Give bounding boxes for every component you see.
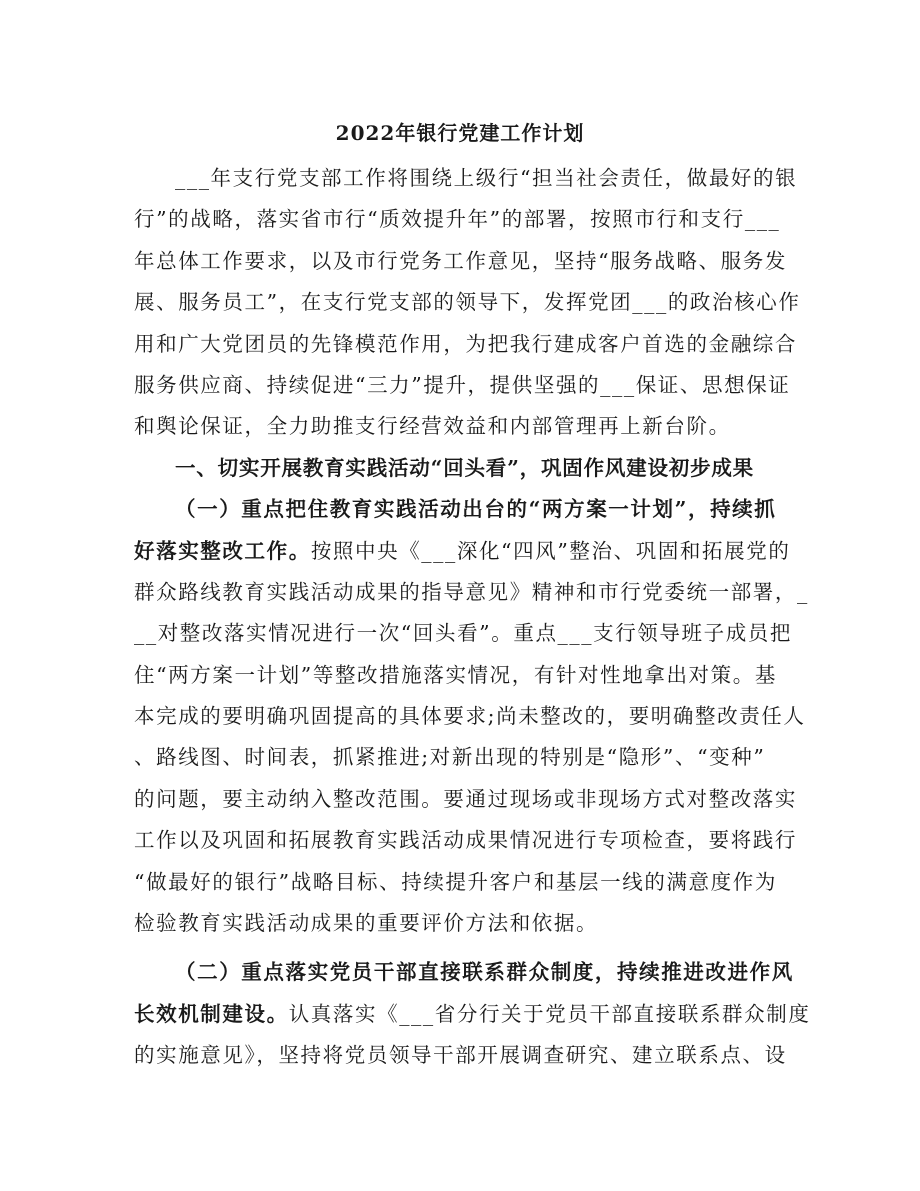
document-title: 2022年银行党建工作计划 xyxy=(335,121,585,145)
body-line: 、路线图、时间表，抓紧推进;对新出现的特别是“隐形”、“变种” xyxy=(134,745,766,770)
subsection-text: 按照中央《___深化“四风”整治、巩固和拓展党的 xyxy=(310,538,791,563)
body-line: 住“两方案一计划”等整改措施落实情况，有针对性地拿出对策。基 xyxy=(134,662,777,687)
section-heading: 一、切实开展教育实践活动“回头看”，巩固作风建设初步成果 xyxy=(175,455,754,480)
body-line: 本完成的要明确巩固提高的具体要求;尚未整改的，要明确整改责任人 xyxy=(134,704,806,729)
body-line: 群众路线教育实践活动成果的指导意见》精神和市行党委统一部署，_ xyxy=(134,579,809,604)
subsection-heading: （二）重点落实党员干部直接联系群众制度，持续推进改进作风 xyxy=(175,960,794,985)
body-line: 工作以及巩固和拓展教育实践活动成果情况进行专项检查，要将践行 xyxy=(134,828,797,853)
subsection-line xyxy=(134,994,811,1035)
intro-line: 和舆论保证，全力助推支行经营效益和内部管理再上新台阶。 xyxy=(134,414,731,439)
subsection-heading-cont: 长效机制建设。 xyxy=(134,1001,289,1026)
body-line: 检验教育实践活动成果的重要评价方法和依据。 xyxy=(134,911,599,936)
intro-line: 用和广大党团员的先锋模范作用，为把我行建成客户首选的金融综合 xyxy=(134,331,797,356)
intro-line: 行”的战略，落实省市行“质效提升年”的部署，按照市行和支行___ xyxy=(134,207,781,232)
body-line: 的实施意见》，坚持将党员领导干部开展调查研究、建立联系点、设 xyxy=(134,1043,787,1068)
subsection-text: 认真落实《___省分行关于党员干部直接联系群众制度 xyxy=(288,1001,811,1026)
subsection-line xyxy=(134,531,791,572)
body-line: __对整改落实情况进行一次“回头看”。重点___支行领导班子成员把 xyxy=(134,621,793,646)
intro-line: 服务供应商、持续促进“三力”提升，提供坚强的___保证、思想保证 xyxy=(134,372,791,397)
subsection-heading: （一）重点把住教育实践活动出台的“两方案一计划”，持续抓 xyxy=(175,497,777,522)
paragraph-gap xyxy=(134,944,786,952)
body-line: 的问题，要主动纳入整改范围。要通过现场或非现场方式对整改落实 xyxy=(134,786,797,811)
document-body xyxy=(134,158,811,1077)
intro-line: 年总体工作要求，以及市行党务工作意见，坚持“服务战略、服务发 xyxy=(134,248,787,273)
body-line: “做最好的银行”战略目标、持续提升客户和基层一线的满意度作为 xyxy=(134,869,777,894)
intro-line: ___年支行党支部工作将围绕上级行“担当社会责任，做最好的银 xyxy=(175,166,798,190)
intro-line: 展、服务员工”，在支行党支部的领导下，发挥党团___的政治核心作 xyxy=(134,290,801,315)
subsection-heading-cont: 好落实整改工作。 xyxy=(134,538,311,563)
